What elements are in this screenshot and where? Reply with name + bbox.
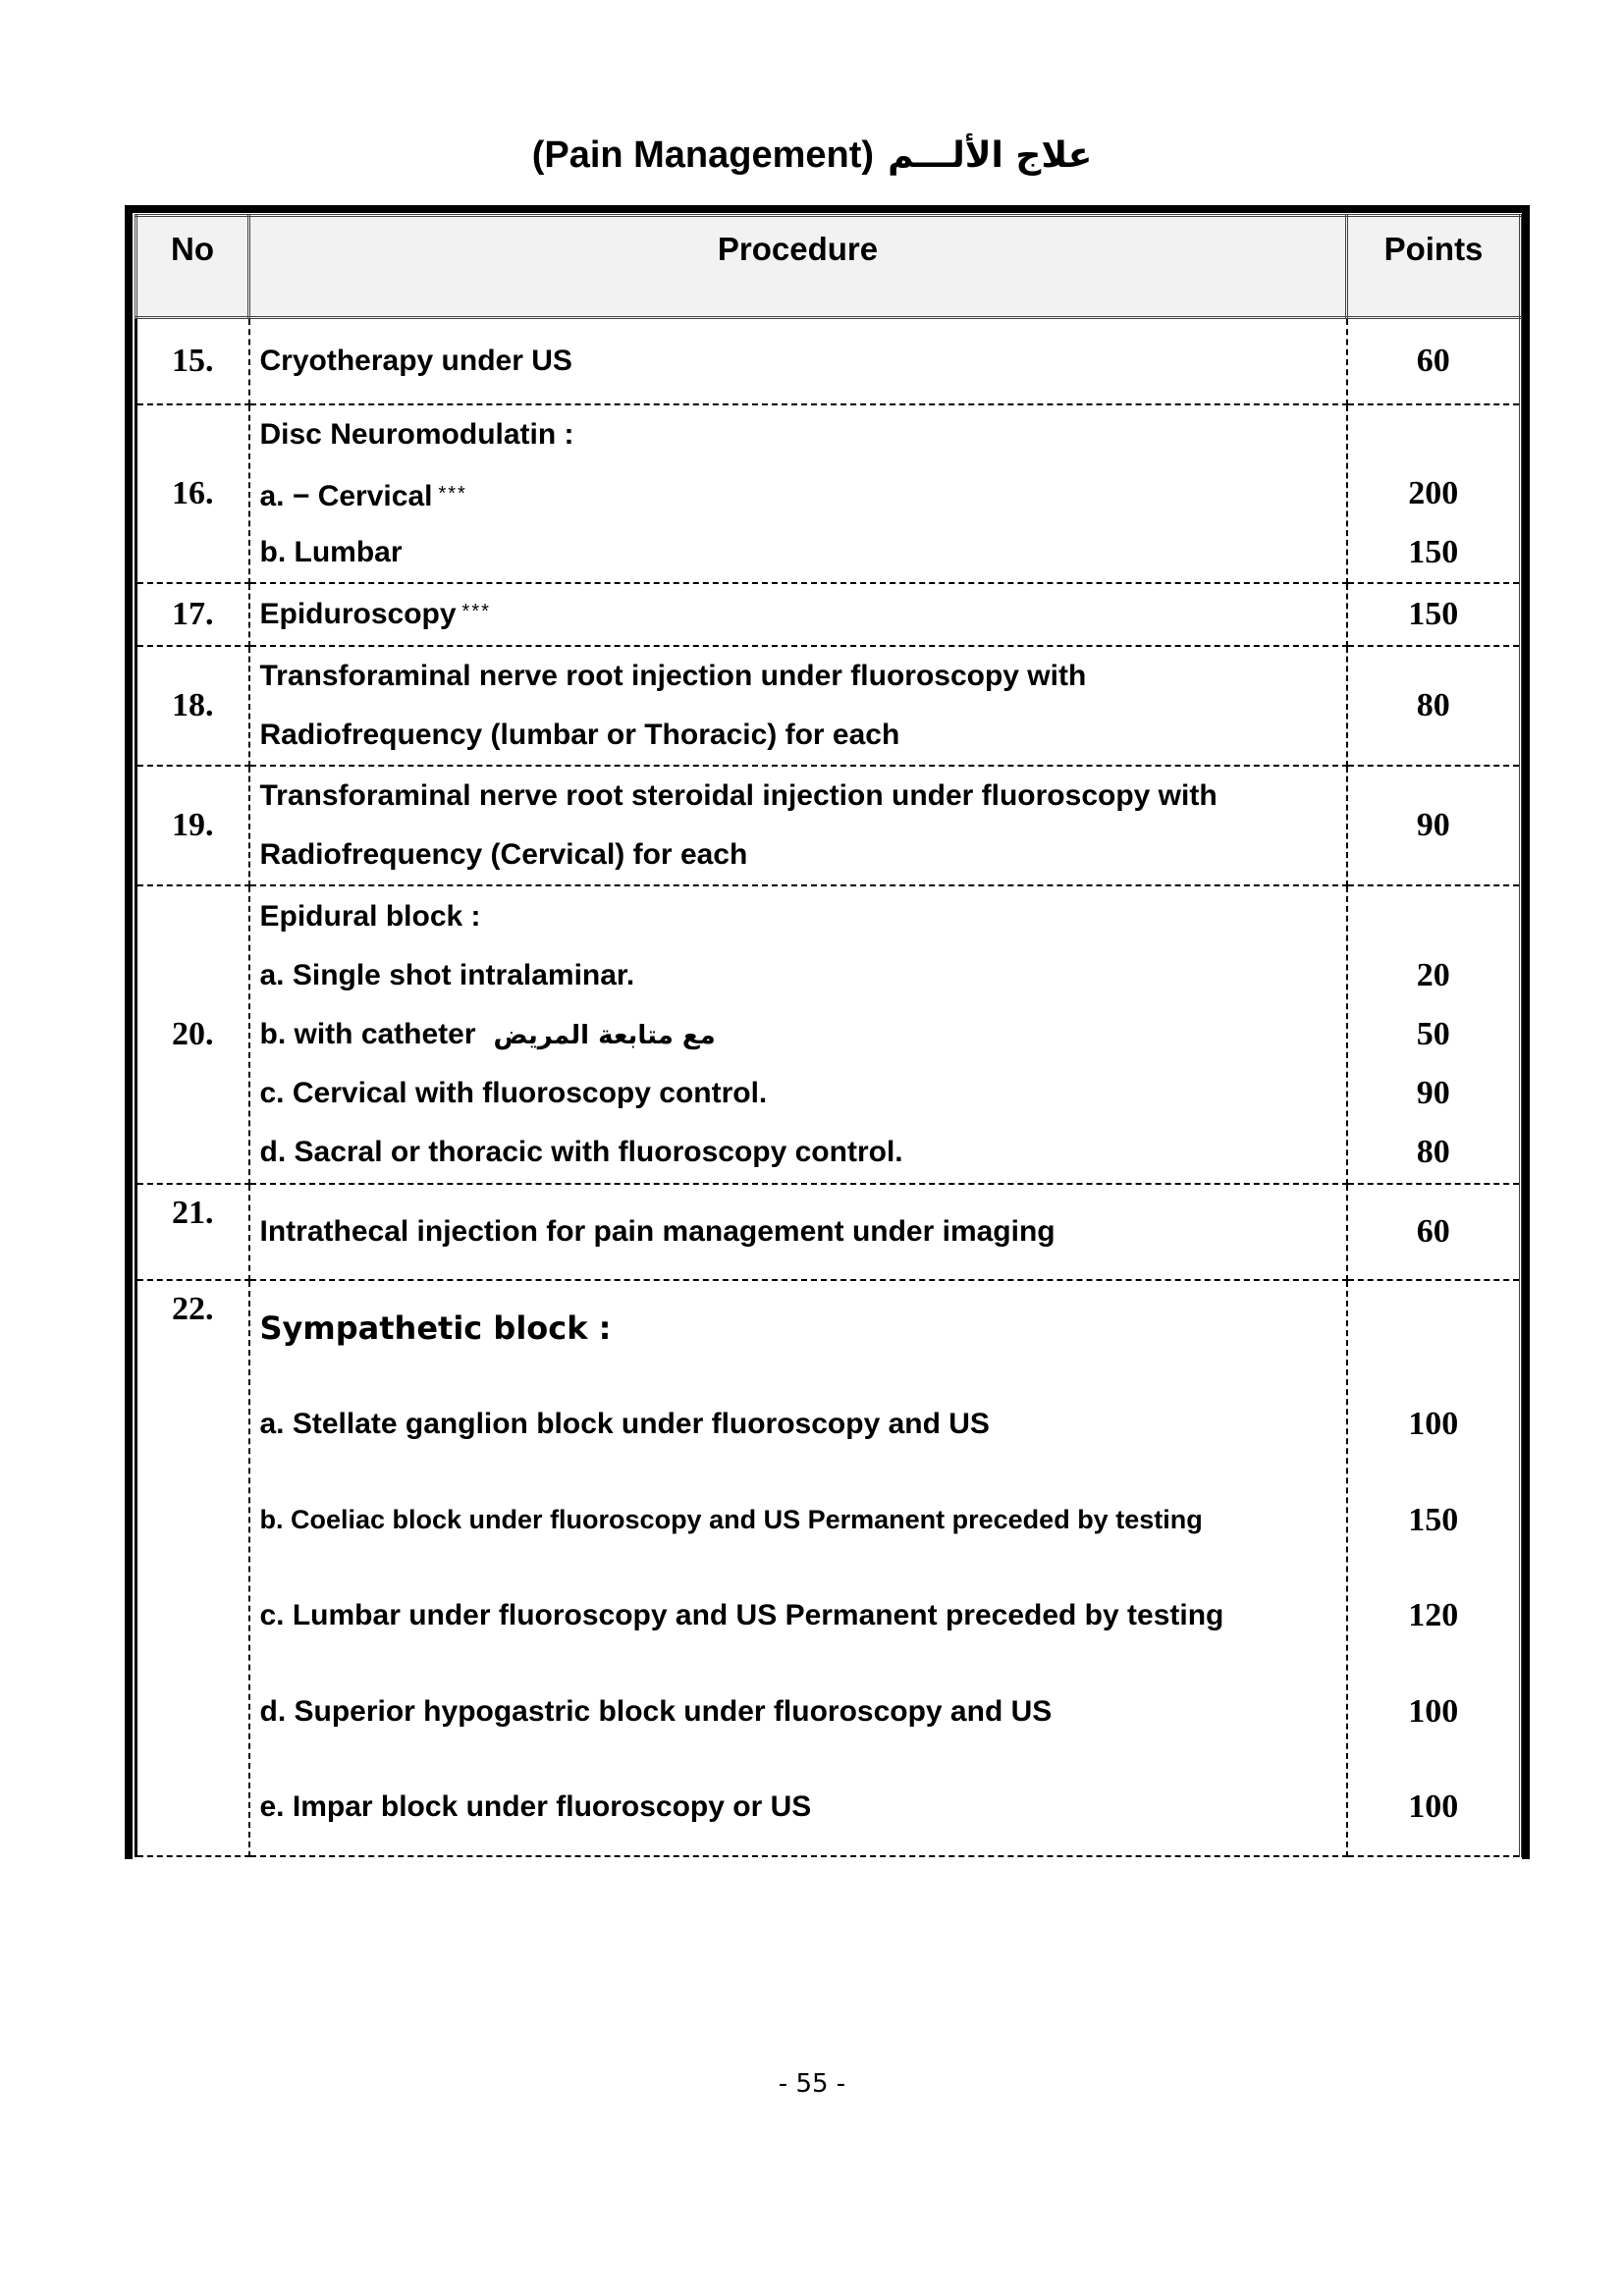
points-cell: 80 (1347, 646, 1521, 766)
table-row (136, 766, 1521, 885)
procedure-subitem: b. Coeliac block under fluoroscopy and US Permanent preceded by testing (259, 1504, 1203, 1534)
points-value (1348, 887, 1520, 946)
procedure-text: Transforaminal nerve root steroidal injection under fluoroscopy with (259, 778, 1218, 812)
row-number: 19. (136, 766, 249, 885)
table-header-row (136, 216, 1521, 318)
points-value: 50 (1416, 1015, 1450, 1052)
points-value: 200 (1408, 474, 1459, 511)
points-value: 150 (1408, 533, 1459, 570)
table-row (136, 1184, 1521, 1280)
procedure-heading: Epidural block : (259, 899, 481, 933)
procedure-text: a. − Cervical (259, 479, 433, 512)
header-no: No (136, 216, 249, 318)
row-number: 21. (136, 1184, 249, 1280)
points-cell (1347, 885, 1521, 1184)
header-procedure: Procedure (249, 216, 1347, 318)
points-cell: 150 (1347, 583, 1521, 646)
page-title-english: (Pain Management) (531, 134, 875, 176)
row-number: 22. (136, 1280, 249, 1856)
asterisk-note-marker: *** (438, 482, 467, 505)
table-row (136, 404, 1521, 583)
procedure-cell: Intrathecal injection for pain management under imaging (249, 1184, 1347, 1280)
procedure-heading: Sympathetic block : (259, 1308, 612, 1347)
procedure-text: Transforaminal nerve root injection under fluoroscopy with (259, 659, 1087, 692)
procedure-subitem: e. Impar block under fluoroscopy or US (259, 1790, 812, 1823)
page-title-arabic: علاج الألـــم (888, 135, 1093, 176)
asterisk-note-marker: *** (461, 600, 491, 622)
procedure-subitem: a. Single shot intralaminar. (259, 958, 635, 991)
procedure-cell (249, 1280, 1347, 1856)
points-value: 120 (1408, 1597, 1459, 1633)
row-number: 15. (136, 318, 249, 404)
procedure-subitem: c. Lumbar under fluoroscopy and US Permanent preceded by testing (259, 1599, 1224, 1631)
row-number: 20. (136, 885, 249, 1184)
procedure-arabic-note: مع متابعة المريض (493, 1020, 716, 1050)
points-value (1348, 405, 1520, 464)
procedure-subitem: a. Stellate ganglion block under fluoroscopy and US (259, 1408, 990, 1440)
procedure-cell (249, 404, 1347, 583)
procedure-text: Radiofrequency (Cervical) for each (259, 837, 748, 871)
procedure-text: Epiduroscopy (259, 597, 457, 630)
procedure-subitem: b. Lumbar (259, 535, 403, 568)
table-row (136, 885, 1521, 1184)
page-title (0, 126, 1624, 186)
points-value (1348, 1281, 1520, 1377)
procedure-subitem: d. Superior hypogastric block under fluoroscopy and US (259, 1694, 1053, 1728)
procedure-text: Cryotherapy under US (259, 344, 572, 377)
row-number: 17. (136, 583, 249, 646)
points-value: 100 (1408, 1692, 1459, 1730)
procedure-heading: Disc Neuromodulatin : (259, 417, 574, 451)
procedure-text: b. with catheter (259, 1017, 476, 1050)
row-number: 18. (136, 646, 249, 766)
points-value: 90 (1416, 1074, 1450, 1111)
table-row (136, 1280, 1521, 1856)
procedure-cell (249, 646, 1347, 766)
points-value: 80 (1416, 1133, 1450, 1170)
table-row (136, 583, 1521, 646)
points-value: 20 (1416, 956, 1450, 993)
procedure-cell (249, 318, 1347, 404)
points-value: 100 (1408, 1406, 1459, 1442)
procedure-cell (249, 766, 1347, 885)
points-value: 100 (1408, 1789, 1459, 1825)
points-cell: 60 (1347, 1184, 1521, 1280)
points-value: 150 (1408, 1501, 1459, 1538)
procedure-subitem (260, 464, 1346, 523)
procedure-cell (249, 885, 1347, 1184)
header-points: Points (1347, 216, 1521, 318)
points-cell: 60 (1347, 318, 1521, 404)
table-row (136, 318, 1521, 404)
page-number: - 55 - (778, 2069, 846, 2099)
procedure-subitem: d. Sacral or thoracic with fluoroscopy control. (259, 1135, 903, 1168)
table-row (136, 646, 1521, 766)
points-cell (1347, 1280, 1521, 1856)
procedure-cell (249, 583, 1347, 646)
points-cell: 90 (1347, 766, 1521, 885)
procedure-subitem (260, 1005, 1346, 1064)
procedure-text: Radiofrequency (lumbar or Thoracic) for each (259, 718, 900, 751)
procedures-table (135, 214, 1522, 1857)
points-cell (1347, 404, 1521, 583)
row-number: 16. (136, 404, 249, 583)
procedure-subitem: c. Cervical with fluoroscopy control. (259, 1076, 768, 1109)
